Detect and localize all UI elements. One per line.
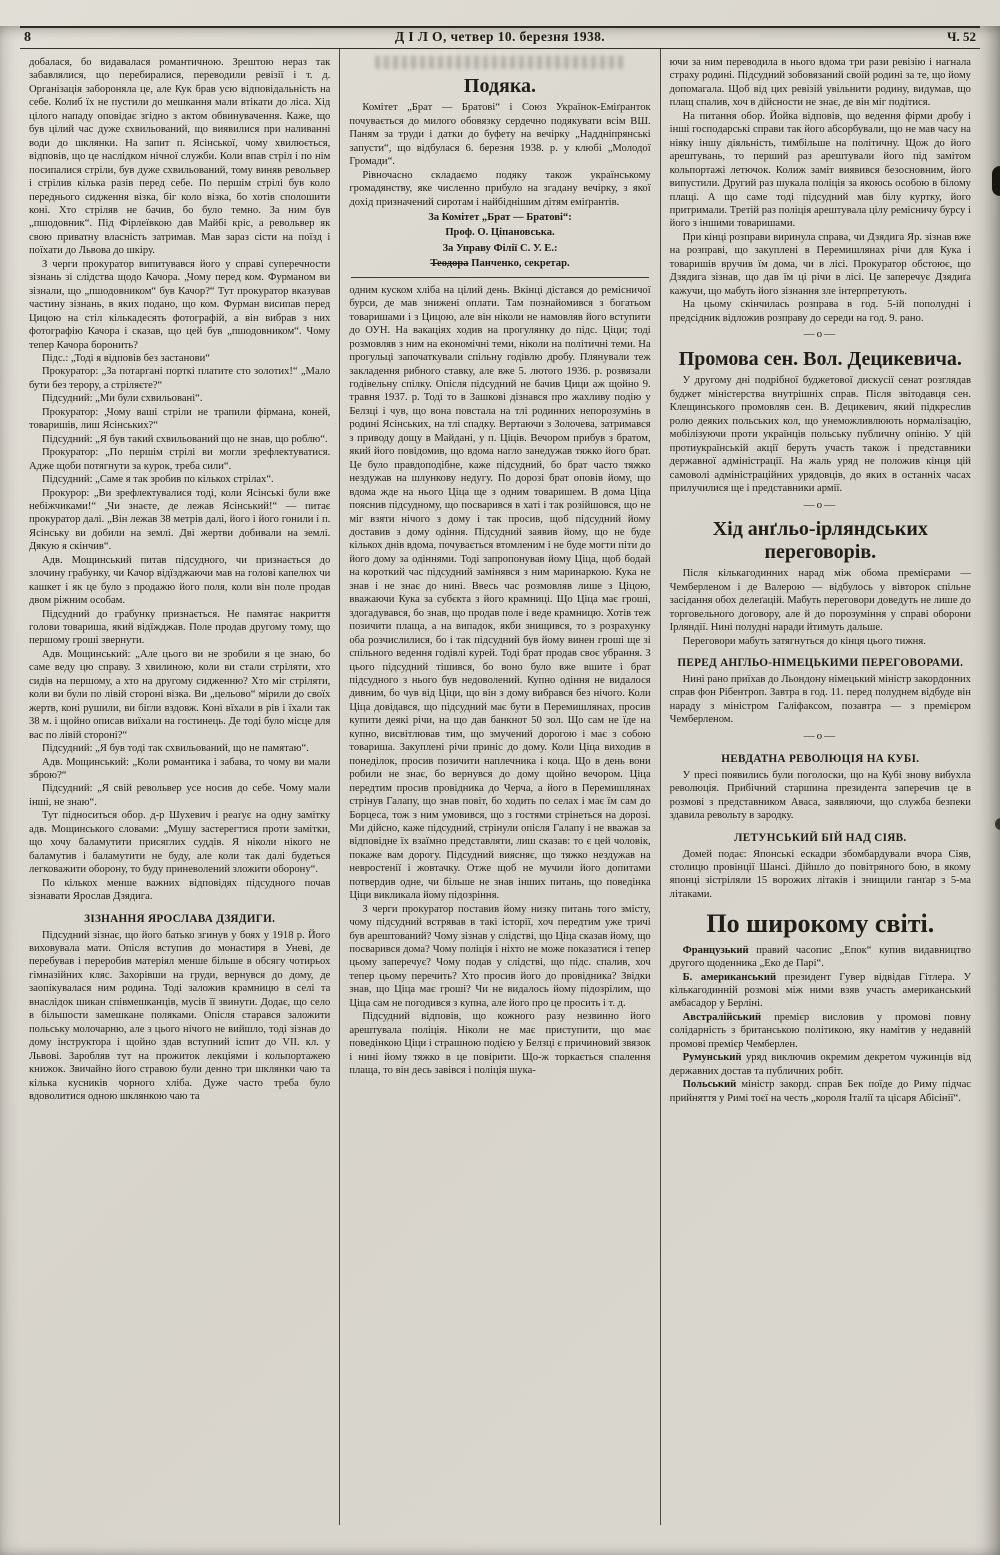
brief-lead: Польський [682, 1079, 737, 1091]
article-paragraph: Комітет „Брат — Братові“ і Союз Українок-Еміґранток почувається до милого обовязку сердечно подякувати всім ВШ. Паням за труди і датки до буфету на вечірку „Наддніпрянські запусти“, що відбулася 6. березня 1938. р. у клюбі „Молодої Громади“. [349, 102, 651, 168]
section-headline: Хід анґльо-ірляндських переговорів. [712, 518, 928, 563]
article-paragraph: Адв. Мощинський питав підсудного, чи признається до злочину грабунку, чи Качор відїзджаючи мав на голові капелюх чи кашкет і як це було з продажю його поля, коли він поле продав двом ріжним особам. [29, 554, 331, 607]
subsection-headline: ПЕРЕД АНГЛЬО-НІМЕЦЬКИМИ ПЕРЕГОВОРАМИ. [677, 656, 964, 669]
brief-lead: Румунський [682, 1052, 742, 1064]
column-right [660, 49, 980, 1525]
article-paragraph: ючи за ним переводила в нього вдома три рази ревізію і нагнала страху родині. Підсудний зобовязаний своїй родині за те, що йому допомагала. Щоб від цих ревізій увільнити родину, видумав, що плащ спалив, хоч в дійсности не знає, де він міг подітися. [669, 57, 971, 109]
signature-line: За Управу Філії С. У. Е.: [442, 242, 558, 254]
section-divider: —о— [803, 498, 838, 511]
article-paragraph: Рівночасно складаємо подяку також українському громадянству, яке численно прибуло на згадану вечірку, з якої дохід призначений сиротам і найбіднішим дітям еміґрантів. [349, 169, 651, 208]
section-headline: Подяка. [463, 75, 537, 97]
article-paragraph: У другому дні подрібної буджетової дискусії сенат розглядав буджет міністерства внутрішніх справ. Після звітодавця сен. Клещинського промовляв сен. В. Децикевич, який підкреслив ролю деяких польських кол, що унеможливлюють нормалізацію, мобілізуючи проти українців польську публичну опінію. У цій протиукраїнській акції беруть участь також і представники державної адміністрації. На жаль уряд не положив кінця цій самоволі адміністраційних урядовців, до яких в останніх часах прилучилися ще і представники армії. [669, 375, 971, 495]
article-paragraph: Адв. Мощинський: „Але цього ви не зробили я це знаю, бо саме веду цю справу. З хвилиною, коли ви стали стріляти, хто сидів на першому, а хто на другому сидженню? Хто міг стріляти, коли ви були по лівій стороні візка. Ви „цельово“ мірили до своїх жертв, коні рушили, ви бігли вздовж. Коні вїхали в рів і їхали так 38 м. і щойно описав виїхали на гостинець. Де тоді було місце для вас по лівій стороні?“ [29, 648, 331, 741]
signature-line: Теодора Панченко, секретар. [430, 258, 570, 270]
article-paragraph: З черги прокуратор поставив йому низку питань того змісту, чому підсудний встрявав в такі історії, хоч передтим уже тричі був арештований? Чому зізнав у слідстві, що Ціца сказав йому, що посварився дома? Чому поліція і ніхто не може показатися і тепер цьому заперечує? Чому подав у слідстві, що підс. спалив, хоч тепер цьому перечить? Хто просив його до провідника? Звідки знав, що Ціца має гроші? Чи не видалось йому підозрілим, що Ціца сам не погодився з купна, але його про це просить і т. д. [349, 903, 651, 1009]
article-paragraph: Після кількагодинних нарад між обома премієрами — Чемберленом і де Валерою — відбулось у вівторок спільне засідання обох делеґацій. Мабуть переговори доведуть не лише до торговельного договору, але й до порозуміння у справі оборони Ірляндії. Нині полудні наради йтимуть дальше. [669, 568, 971, 634]
column-center [339, 49, 659, 1525]
section-headline: По широкому світі. [706, 909, 935, 939]
newspaper-page [0, 26, 1000, 1555]
article-paragraph: Підсудний: „Я свій револьвер усе носив до себе. Чому мали інші, не знаю“. [29, 783, 331, 808]
article-paragraph: добалася, бо видавалася романтичною. Зрештою нераз так забавлялися, що перебиралися, переводили ревізії і т. д. Організація забороняла це, але Кук брав усю відповідальність на себе. Колиб їх не пустили до мешкання мали втікати до ліса. Хід цілого нападу оповідає згідно з актом обвинувачення. Каже, що був цілий час дуже схвильований, що виявилися при наливанні води до шклянки. На запит п. Ясінської, чому хвилюється, відповів, що це наслідком нічної служби. Коли впав стріл і по нім посипалися стріли, був дуже схвильований, тому виняв револьвер і стрілив кілька разів перед себе. По першім стрілі був коло переднього сидження візка, біг коло візка, бо хотів сполошити коні. Хто стріляв не бачив, бо було темно. За ним був „пшодовник“. Під Фірлеївкою дав Майбі кріс, а револьвер як свою приватну власність затримав. Мав зараз сісти на поїзд і поїхати до Львова до шкіру. [29, 57, 331, 257]
article-paragraph: Підсудний: „Саме я так зробив по кількох стрілах“. [42, 474, 274, 486]
article-paragraph: Підсудний зізнає, що його батько згинув у боях у 1918 р. Його виховувала мати. Опісля вступив до монастиря в Уневі, де перебував і переробив матеріял менше більше в обсягу чотирьох гімназійних кляс. Захорівши на груди, вернувся до дому, де заопікувалася ним родина. Тоді заложив крамницю в селі та внаслідок шикан співмешканців, мусів її звинути. Додає, що село в більшости замешкане поляками. Опісля старався заложити польську молочарню, але з цього нічого не вийшло, тоді зізнав до дому інструктора і щойно здав вступний іспит до VII. кл. у Львові. Заробляв тут на прожиток лекціями і кольпортажею книжок. Звичайно його стравою були денно три шклянки чаю та кілька кусників чорного хліба. Дуже часто треба було вдоволитися одною шклянкою чаю та [29, 929, 331, 1102]
scan-artifact [995, 818, 1000, 830]
news-brief: Б. американський президент Гувер відвідав Гітлера. У кількагодинній розмові між ними взяв участь американський амбасадор у Берліні. [669, 971, 971, 1010]
article-paragraph: Тут підноситься обор. д-р Шухевич і реаґує на одну замітку адв. Мощинського словами: „Мушу застерегтися проти замітки, що хочу баламутити присяглих суддів. Я ніколи нікого не баламутив і баламутити не буду, але коли так далі будеться легковажити оборону, то буду приневолений зложити оборону“. [29, 810, 331, 876]
article-columns [20, 49, 980, 1525]
page-number: 8 [24, 30, 31, 45]
article-paragraph: Прокуратор: „За потаргані порткі платите сто золотих!“ „Мало бути без терору, а стріляєте?“ [29, 366, 331, 391]
article-paragraph: З черги прокуратор випитувався його у справі суперечности зізнань зі слідства щодо Качора. „Чому перед ком. Фурманом ви зізнали, що „пшодовником“ був Качор?“ Тут прокуратор вказував частину зізнань, в яких подано, що ком. Фурман висипав перед Цицою на стіл кількадесять фотографій, а він вибрав з них фотографію Качора і сказав, що цей був „пшодовником“. Чому тепер Качора боронить? [29, 258, 331, 351]
struck-word: Теодора [430, 258, 469, 270]
article-paragraph: По кількох менше важних відповідях підсудного почав зізнавати Ярослав Дзядига. [29, 877, 331, 903]
subsection-headline: ЛЕТУНСЬКИЙ БІЙ НАД СІЯВ. [734, 831, 907, 844]
scan-artifact [992, 166, 1000, 196]
brief-lead: Французький [682, 944, 749, 956]
article-paragraph: Прокуратор: „По першім стрілі ви могли зрефлектуватися. Адже щоби потягнути за курок, треба сили“. [29, 447, 331, 472]
article-paragraph: Підсудний: „Ми були схвильовані“. [42, 393, 203, 405]
page-header [20, 26, 980, 49]
article-paragraph: Підсудний до грабунку признається. Не памятає накриття голови товариша, який відїжджав. Поле продав другому тому, що першому гроші звернути. [29, 608, 331, 647]
article-paragraph: Переговори мабуть затягнуться до кінця цього тижня. [682, 635, 926, 647]
article-paragraph: Підс.: „Тоді я відповів без застанови“ [42, 352, 210, 364]
news-brief: Французький правий часопис „Епок“ купив видавництво другого щоденника „Еко де Парі“. [669, 944, 971, 970]
article-paragraph: Прокурор: „Ви зрефлектувалися тоді, коли Ясінські були вже небіжчиками!“ „Чи знаєте, де лежав Ясінський!“ — питає прокуратор далі. „Він лежав 38 метрів далі, його і його гонили і п. Ясінську ви добили на землі. Дві жертви добивали на землі. Дякую я скінчив“. [29, 487, 331, 553]
ink-bleed-artifact [375, 56, 624, 69]
article-paragraph: Нині рано приїхав до Льондону німецький міністр закордонних справ фон Рібентроп. Завтра в год. 11. перед полуднем відбуде він нараду з міністром Галіфаксом, позавтра — з премієром Чемберленом. [669, 673, 971, 726]
article-paragraph: одним куском хліба на цілий день. Вкінці дістався до ремісничої бурси, де мав знижені оплати. Там познайомився з богатьом товаришами і з Цицою, але він ніколи не намовляв його вступити до ОУН. На вакаціях ходив на прогулянку до підс. Ціци; тоді розмовляв з ним на економічні теми, ніколи на політичні теми. На прогульці започаткували спільну годівлю дробу. Плянували теж закладення рибного ставку, але вже 5. лютого 1936. р. розвязали годівельну спілку. Опісля підсудний не бачив Цици аж щойно 9. травня 1937. р. Тоді то в Зашкові дізнався про жахливу подію у Белзці і чув, що вона повстала на тлі родинних непорозумінь в родині Ясінських, на тлі спадку. Вертаючи з Золочева, затримався з приводу дощу в Майдані, у п. Ціців. Вечором прибув з братом, який його повідомив, що вдома нагло занедужав тяжко його брат. Це було правдоподібне, каже підсудний, бо брат часто тяжко нездужав на шлункову недугу. По дорозі брат оповів йому, що вдома жде на нього Ціца ще з одним товаришем. В дома Ціца пояснив підсудному, що посварився в хаті і так розійшовся, що не міг взяти нічого з дому і так просив, щоб підсудний йому доставив з дому одіння. Підсудний заявив йому, що не буде кількох днів вдома, почувається втомленим і не буде могти піти до його дому за одіннями. Тоді запропонував йому Ціца, щоб бодай на короткий час підсудний замінявся з ним маринаркою. Кука не знав і не знає до нині. Ввесь час розмовляв лише з Ціцою, вважаючи Кука за субєкта з його крамниці. Що Ціца має гроші, здогадувався, бо знав, що продав поле і веде крамницю. Хотів теж позичити плаща, а на випадок, якби знищився, то з розрахунку оба розчислилися, бо і так підсудний був йому винен гроші ще зі спільного ведення годівлі курей. Тоді брат продав своє убрання. З цього підсудний тішився, бо воно було вже вшите і брат підсудного з нього був недоволений. Купно одіння не видалося дивним, бо чув від Ціци, що він з дому вибрався без нічого. Коли Ціца довідався, що підсудний має бути в Перемишлянах, просив купити деякі річи, на що дав банкнот 50 зол. Що сам не їде на купно, висвітлював тим, що змучений дорогою і має з собою товариша. Закуплені річи приніс до дому. Коли Ціца виходив в понеділок, просив позичити наплечника і коца. Що в день вони робили не знає, бо вернувся до дому щойно вечором. Ціца передтим просив провідника до Черча, а його в Перемишлянах стрінув Галапу, що знав повіт, бо ходить по селах і має їм сам до Борцеса, тож з ним умовився, що з гостями стрінеться на дорозі. Ми дійсно, каже підсудний, стрінули опісля Галапу і не вважав за відповідне їх взаїмно представляти, лиш сказав: то є цей чоловік, покаже вам дорогу. Підсудний виясняє, що тяжко нездужав на невростенії і жовтачку. Отже щоб не мучили його допитами потвердив одне, чи більше не знав інших питань, що поведінка Ціци викликала йому підозріння. [349, 284, 651, 902]
brief-lead: Б. американський [682, 971, 777, 983]
article-paragraph: У пресі появились були поголоски, що на Кубі знову вибухла революція. Прибічний старшина президента заперечив це в розмові з представником Аваса, заявляючи, що служба безпеки здавила револьту в зародку. [669, 769, 971, 822]
article-paragraph: Підсудний: „Я був такий схвильований що не знав, що роблю“. [42, 433, 328, 445]
section-divider: —о— [803, 729, 838, 742]
news-brief: Польський міністр закорд. справ Бек поїде до Риму підчас прийняття у Римі тоєї на честь „короля Італії та цісаря Абісінії“. [669, 1079, 971, 1104]
signature-line: Проф. О. Ціпановська. [445, 227, 555, 239]
article-paragraph: Домей подає: Японські ескадри збомбардували вчора Сіяв, столицю провінції Шансі. Дійшло до повітряного бою, в якому японці зістріляли 15 ворожих літаків і знищили ганґар з 5-ма літаками. [669, 848, 971, 900]
article-paragraph: Адв. Мощинський: „Коли романтика і забава, то чому ви мали зброю?“ [29, 756, 331, 782]
subsection-headline: НЕВДАТНА РЕВОЛЮЦІЯ НА КУБІ. [721, 752, 920, 765]
article-paragraph: Підсудний: „Я був тоді так схвильований, що не памятаю“. [42, 743, 309, 755]
article-paragraph: При кінці розправи виринула справа, чи Дзядига Яр. зізнав вже на розправі, що закуплені в Перемишлянах річи для Кука і товаришів вручив їм дома, чи в лісі. Прокуратор обстоює, що Дзядига зізнав, що дав їм ці річи в лісі. Це заперечує Дзядиґа кажучи, що мабуть його зізнання зле інтерпретують. [669, 231, 971, 297]
issue-number: Ч. 52 [946, 29, 976, 44]
section-headline: Промова сен. Вол. Децикевича. [678, 348, 962, 371]
section-divider: —о— [803, 328, 838, 341]
column-left [20, 49, 339, 1525]
masthead-title: Д І Л О, четвер 10. березня 1938. [394, 29, 606, 44]
article-paragraph: Підсудний відповів, що кожного разу незвинно його арештувала поліція. Ніколи не має приступити, що має поведінкою Ціци і страшною подією у Белзці є причиновий звязок і нині йому тяжко в це повірити. Що-ж торкається спалення плаща, то він десь завівся і поліція шука- [349, 1011, 651, 1077]
article-paragraph: Прокуратор: „Чому ваші стріли не трапили фірмана, коней, товаришів, лиш Ясінських?“ [29, 406, 331, 432]
column-rule [351, 277, 648, 278]
news-brief: Румунський уряд виключив окремим декретом чужинців від державних достав та публичних робіт. [669, 1052, 971, 1077]
subsection-headline: ЗІЗНАННЯ ЯРОСЛАВА ДЗЯДИГИ. [84, 912, 276, 925]
article-paragraph: На цьому скінчилась розправа в год. 5-ій пополудні і предсідник відложив розправу до середи на год. 9. рано. [669, 299, 971, 324]
news-brief: Австралійський премієр висловив у промові повну солідарність з британською політикою, яку намітив у недавній промові премієр Чемберлен. [669, 1011, 971, 1050]
article-paragraph: На питання обор. Йойка відповів, що ведення фірми дробу і інші господарські справи так його абсорбували, що не мав часу на ніяку іншу діяльність, тимбільше на політичну. Щож до його арештувань, то перший раз арештували його під замітом кольпортажі летючок. Колиж заміт виявився безосновним, його випустили. Другий раз шукала поліція за якоюсь особою в білому плащі. А що саме тоді підсудний мав білу куртку, його притримали. Третій раз поліція арештувала цілу ремісничу бурсу і його з іншими товаришами. [669, 110, 971, 230]
brief-lead: Австралійський [682, 1011, 762, 1023]
signature-line: За Комітет „Брат — Братові“: [428, 212, 572, 224]
